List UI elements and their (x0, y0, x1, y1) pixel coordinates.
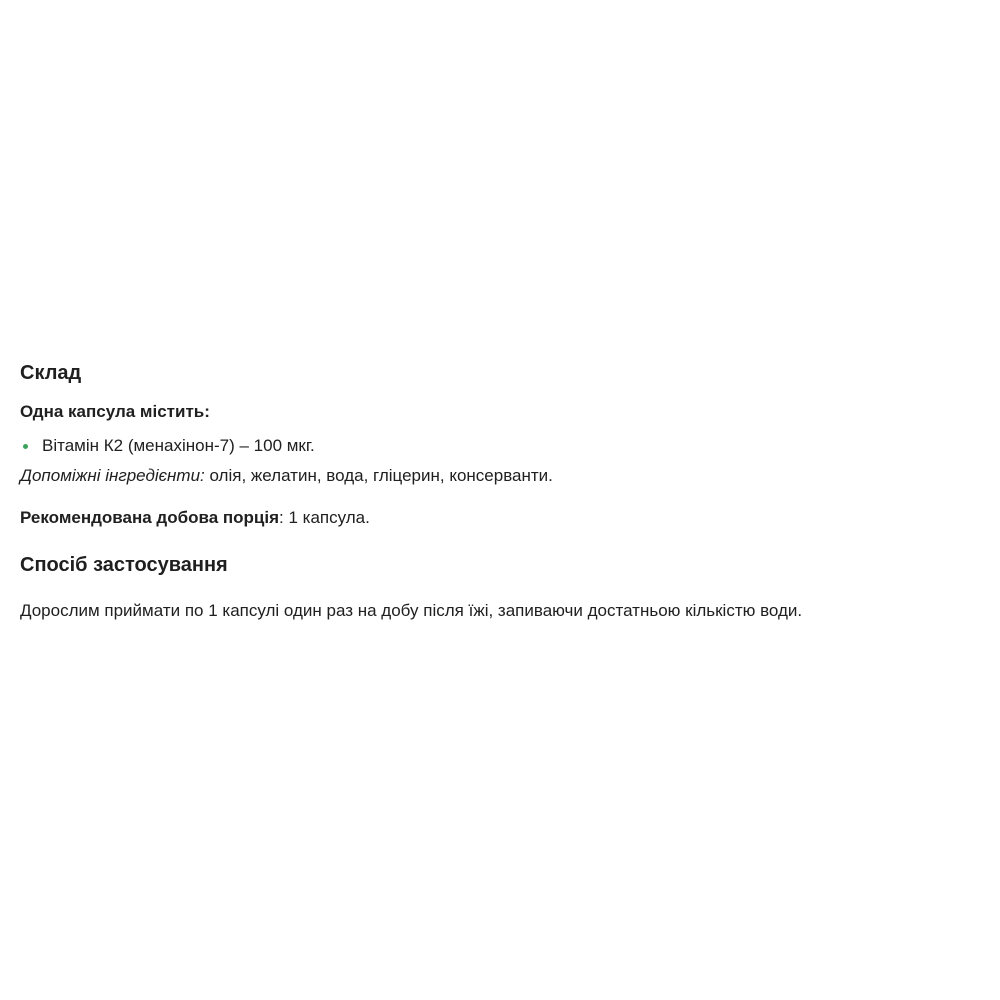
list-item (20, 431, 995, 461)
composition-heading: Склад (20, 362, 82, 384)
ingredient-list (20, 431, 995, 461)
product-description (20, 356, 995, 626)
capsule-contains-label: Одна капсула містить: (20, 402, 210, 421)
ingredient-text: Вітамін К2 (менахінон-7) – 100 мкг. (42, 436, 315, 455)
bullet-icon (23, 444, 28, 449)
usage-text: Дорослим приймати по 1 капсулі один раз на добу після їжі, запиваючи достатньою кількістю води. (20, 601, 803, 620)
auxiliary-text: олія, желатин, вода, гліцерин, консерванти. (204, 466, 553, 485)
recommended-label: Рекомендована добова порція (20, 508, 280, 527)
recommended-text: : 1 капсула. (279, 508, 370, 527)
auxiliary-label: Допоміжні інгредієнти: (20, 466, 205, 485)
recommended-dose (20, 503, 995, 533)
usage-heading: Спосіб застосування (20, 554, 228, 576)
auxiliary-ingredients (20, 461, 995, 491)
